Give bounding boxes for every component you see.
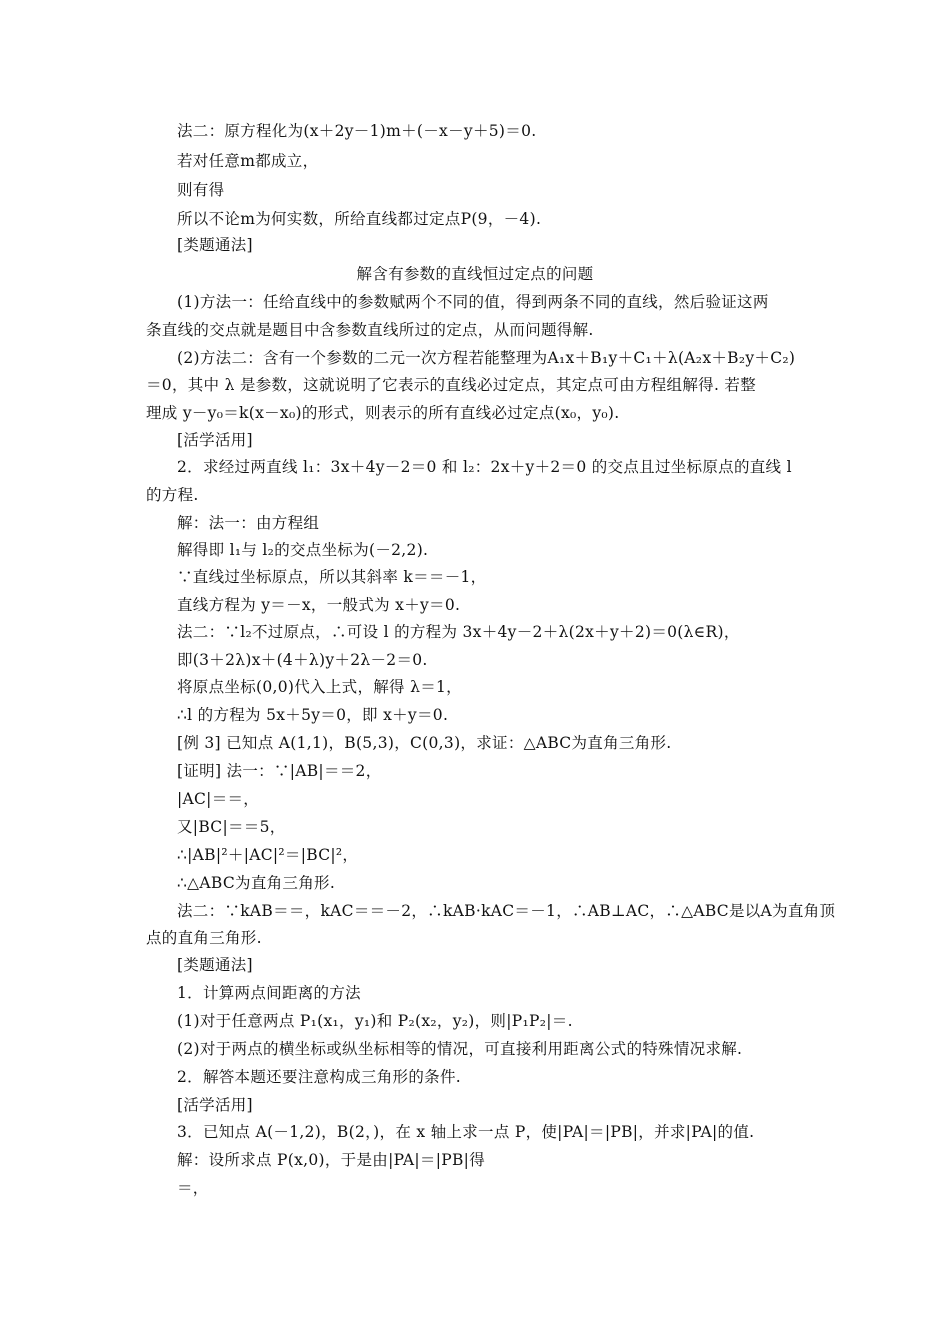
section-heading: [活学活用] (177, 431, 253, 449)
text-line: 的方程. (146, 486, 199, 504)
text-line: 解得即 l₁与 l₂的交点坐标为(－2,2). (177, 541, 429, 559)
text-line: ∴|AB|²＋|AC|²＝|BC|²， (177, 846, 359, 864)
text-line: 点的直角三角形. (146, 929, 262, 947)
text-line: 所以不论m为何实数，所给直线都过定点P(9，－4). (177, 210, 542, 228)
text-line: ∴△ABC为直角三角形. (177, 874, 336, 892)
text-line: (2)方法二：含有一个参数的二元一次方程若能整理为A₁x＋B₁y＋C₁＋λ(A₂x＋B₂y＋C₂) (177, 349, 796, 367)
text-line: (1)方法一：任给直线中的参数赋两个不同的值，得到两条不同的直线，然后验证这两 (177, 293, 769, 311)
section-heading: [活学活用] (177, 1096, 253, 1114)
text-line: 2．求经过两直线 l₁：3x＋4y－2＝0 和 l₂：2x＋y＋2＝0 的交点且过坐标原点的直线 l (177, 458, 792, 476)
text-line: 直线方程为 y＝－x，一般式为 x＋y＝0. (177, 596, 461, 614)
text-line: 将原点坐标(0,0)代入上式，解得 λ＝1， (177, 678, 462, 696)
text-line: (1)对于任意两点 P₁(x₁，y₁)和 P₂(x₂，y₂)，则|P₁P₂|＝. (177, 1012, 573, 1030)
section-heading: [类题通法] (177, 956, 253, 974)
text-line: 解：法一：由方程组 (177, 514, 320, 532)
text-line: 即(3＋2λ)x＋(4＋λ)y＋2λ－2＝0. (177, 651, 428, 669)
text-line: [证明] 法一：∵|AB|＝＝2， (177, 762, 382, 780)
text-line: 2．解答本题还要注意构成三角形的条件. (177, 1068, 461, 1086)
text-line: ∴l 的方程为 5x＋5y＝0，即 x＋y＝0. (177, 706, 449, 724)
text-line: 条直线的交点就是题目中含参数直线所过的定点，从而问题得解. (146, 321, 594, 339)
text-line: 法二：∵l₂不过原点，∴可设 l 的方程为 3x＋4y－2＋λ(2x＋y＋2)＝0(λ∈R)， (177, 623, 740, 641)
text-line: 1．计算两点间距离的方法 (177, 984, 361, 1002)
text-line: ∵直线过坐标原点，所以其斜率 k＝＝－1， (177, 568, 487, 586)
example-heading: [例 3] 已知点 A(1,1)，B(5,3)，C(0,3)，求证：△ABC为直角三角形. (177, 734, 672, 752)
text-line: 法二：原方程化为(x＋2y－1)m＋(－x－y＋5)＝0. (177, 122, 537, 140)
text-line: 法二：∵kAB＝＝，kAC＝＝－2，∴kAB·kAC＝－1，∴AB⊥AC，∴△ABC是以A为直角顶 (177, 902, 836, 920)
text-line: ＝， (177, 1179, 209, 1197)
text-line: 则有得 (177, 181, 225, 199)
text-line: 又|BC|＝＝5， (177, 818, 286, 836)
text-line: 理成 y－y₀＝k(x－x₀)的形式，则表示的所有直线必过定点(x₀，y₀). (146, 404, 620, 422)
text-line: (2)对于两点的横坐标或纵坐标相等的情况，可直接利用距离公式的特殊情况求解. (177, 1040, 743, 1058)
text-line: |AC|＝＝， (177, 790, 260, 808)
centered-heading: 解含有参数的直线恒过定点的问题 (356, 265, 594, 283)
text-line: 解：设所求点 P(x,0)，于是由|PA|＝|PB|得 (177, 1151, 485, 1169)
text-line: 3．已知点 A(－1,2)，B(2，)，在 x 轴上求一点 P，使|PA|＝|PB|，并求|PA|的值. (177, 1123, 755, 1141)
text-line: ＝0，其中 λ 是参数，这就说明了它表示的直线必过定点，其定点可由方程组解得. 若整 (146, 376, 756, 394)
section-heading: [类题通法] (177, 236, 253, 254)
text-line: 若对任意m都成立， (177, 152, 319, 170)
